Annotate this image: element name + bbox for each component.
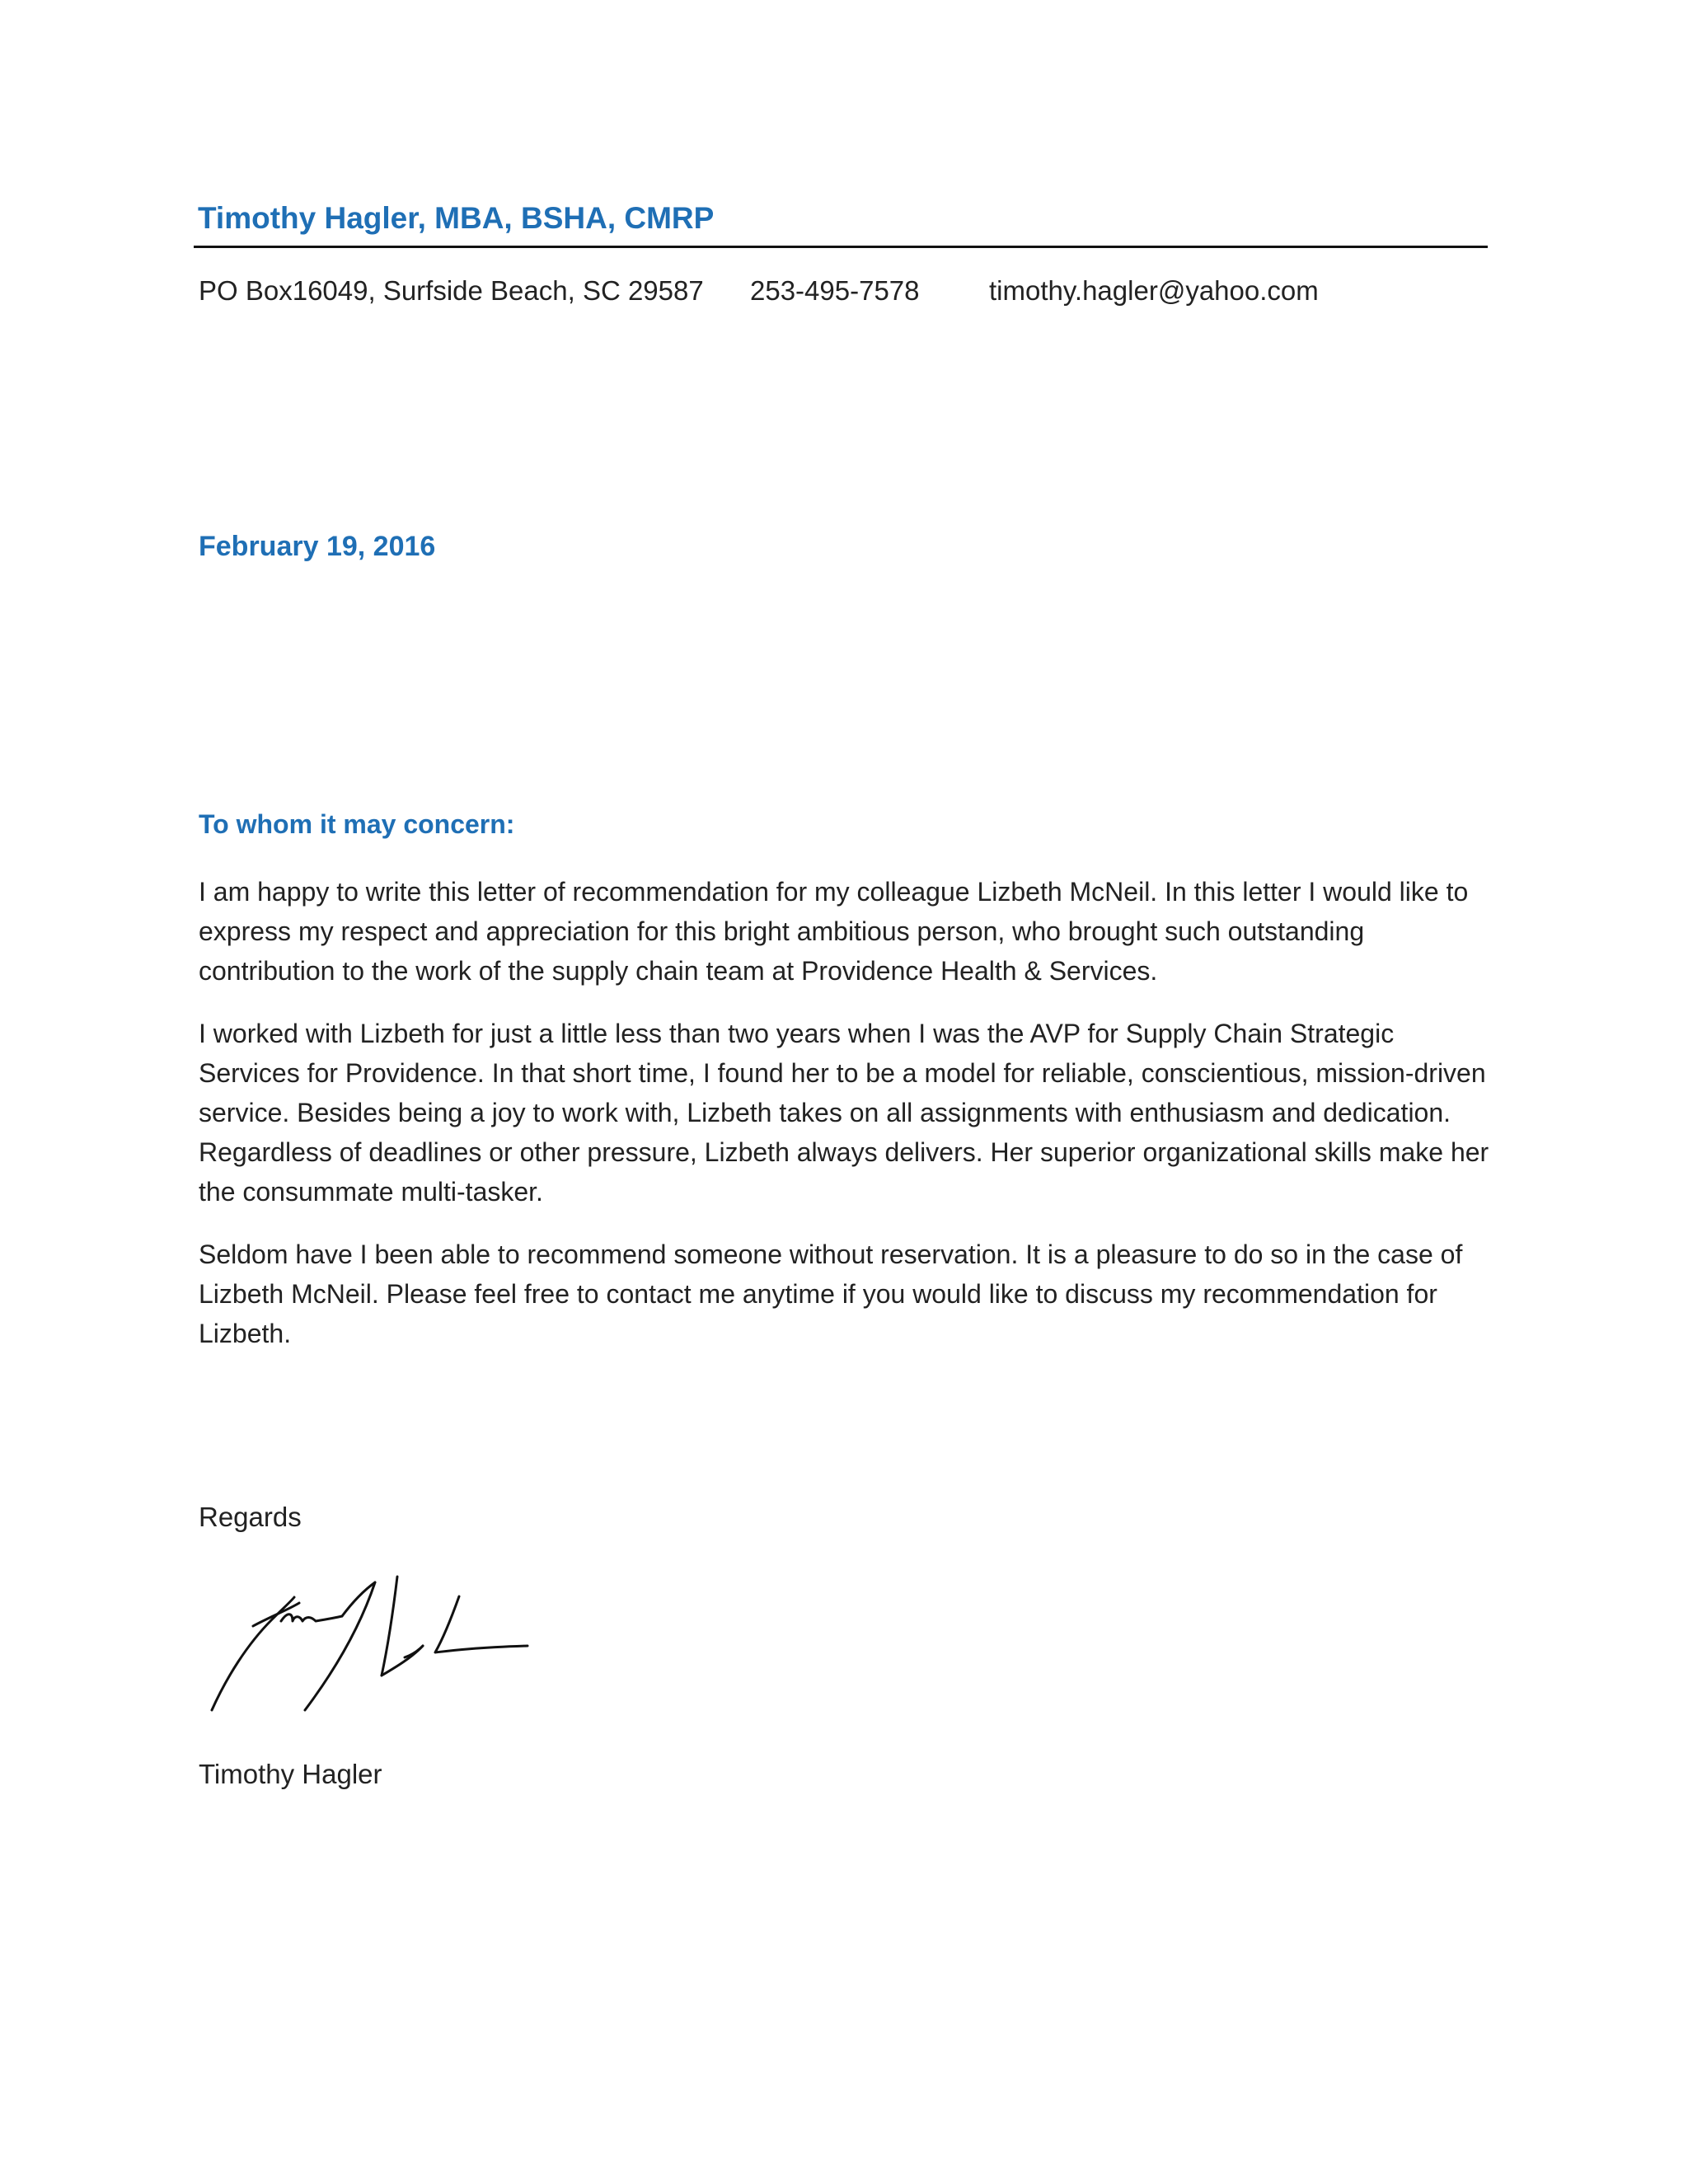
signer-name: Timothy Hagler (199, 1759, 382, 1789)
handwritten-signature (202, 1570, 556, 1727)
closing: Regards (199, 1502, 302, 1532)
body-paragraph-1: I am happy to write this letter of recommendation for my colleague Lizbeth McNeil. In this letter I would like to express my respect and appreciation for this bright ambitious person, who brought such outstanding contribution to the work of the supply chain team at Providence Health & Services. (199, 877, 1469, 986)
contact-address: PO Box16049, Surfside Beach, SC 29587 (199, 275, 704, 306)
body-paragraph-3: Seldom have I been able to recommend someone without reservation. It is a pleasure to do so in the case of Lizbeth McNeil. Please feel free to contact me anytime if you would like to discuss my recommendation for Lizbeth. (199, 1240, 1463, 1348)
header-divider (194, 246, 1488, 248)
author-name-heading: Timothy Hagler, MBA, BSHA, CMRP (198, 201, 715, 235)
contact-phone: 253-495-7578 (750, 275, 920, 306)
contact-email: timothy.hagler@yahoo.com (989, 275, 1319, 306)
letter-date: February 19, 2016 (199, 531, 436, 562)
salutation: To whom it may concern: (199, 809, 515, 839)
body-paragraph-2: I worked with Lizbeth for just a little less than two years when I was the AVP for Supply Chain Strategic Services for Providence. In that short time, I found her to be a model for reliable, conscientious, mission-driven service. Besides being a joy to work with, Lizbeth takes on all assignments with enthusiasm and dedication. Regardless of deadlines or other pressure, Lizbeth always delivers. Her superior organizational skills make her the consummate multi-tasker. (199, 1019, 1489, 1207)
